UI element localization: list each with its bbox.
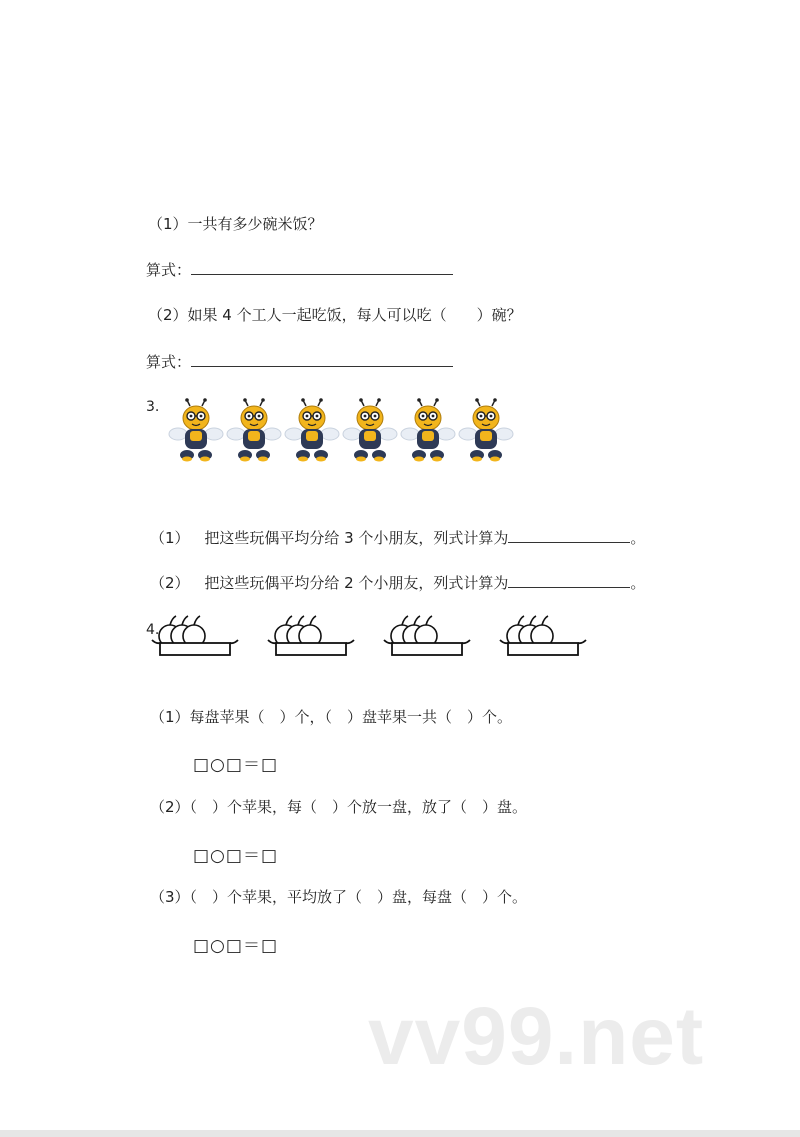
- formula-line-2: [146, 352, 453, 372]
- bee-doll-icon: [226, 398, 282, 469]
- answer-blank-2[interactable]: [191, 352, 453, 367]
- s3-q1-text: 把这些玩偶平均分给 3 个小朋友，列式计算为: [204, 529, 509, 547]
- bee-doll-icon: [284, 398, 340, 469]
- bee-doll-icon: [342, 398, 398, 469]
- section-3-question-1: [150, 528, 645, 548]
- equation-boxes-1[interactable]: □○□＝□: [193, 755, 279, 775]
- section-4-number: 4.: [146, 622, 160, 638]
- section-3-question-2: [150, 573, 645, 593]
- section-4-question-3: （3）（ ）个苹果，平均放了（ ）盘，每盘（ ）个。: [150, 888, 528, 906]
- s3-q2-period: 。: [630, 574, 646, 592]
- formula-label: 算式：: [146, 261, 192, 279]
- equation-boxes-3[interactable]: □○□＝□: [193, 936, 279, 956]
- apple-plate-icon: [150, 612, 240, 667]
- formula-line-1: [146, 260, 453, 280]
- equation-boxes-2[interactable]: □○□＝□: [193, 846, 279, 866]
- formula-label: 算式：: [146, 353, 192, 371]
- bee-doll-icon: [400, 398, 456, 469]
- s3-q1-period: 。: [630, 529, 646, 547]
- section-4-question-2: （2）（ ）个苹果，每（ ）个放一盘，放了（ ）盘。: [150, 798, 528, 816]
- apple-plate-row: [150, 612, 614, 667]
- page-bottom-edge: [0, 1130, 800, 1137]
- apple-plate-icon: [498, 612, 588, 667]
- apple-plate-icon: [382, 612, 472, 667]
- bee-doll-row: [168, 398, 516, 469]
- question-per-worker: [148, 305, 522, 325]
- apple-plate-icon: [266, 612, 356, 667]
- question-per-worker-prefix: （2）如果 4 个工人一起吃饭，每人可以吃（: [148, 306, 447, 324]
- s3-q2-blank[interactable]: [508, 573, 630, 588]
- s3-q2-text: 把这些玩偶平均分给 2 个小朋友，列式计算为: [204, 574, 509, 592]
- question-total-bowls: （1）一共有多少碗米饭？: [148, 215, 323, 233]
- s3-q2-number: （2）: [150, 574, 190, 592]
- bee-doll-icon: [168, 398, 224, 469]
- watermark-text: vv99.net: [368, 991, 705, 1082]
- section-4-question-1: （1）每盘苹果（ ）个，（ ）盘苹果一共（ ）个。: [150, 708, 513, 726]
- section-3-number: 3.: [146, 399, 160, 415]
- answer-blank-1[interactable]: [191, 260, 453, 275]
- s3-q1-blank[interactable]: [508, 528, 630, 543]
- bee-doll-icon: [458, 398, 514, 469]
- s3-q1-number: （1）: [150, 529, 190, 547]
- question-per-worker-suffix: ）碗？: [476, 306, 522, 324]
